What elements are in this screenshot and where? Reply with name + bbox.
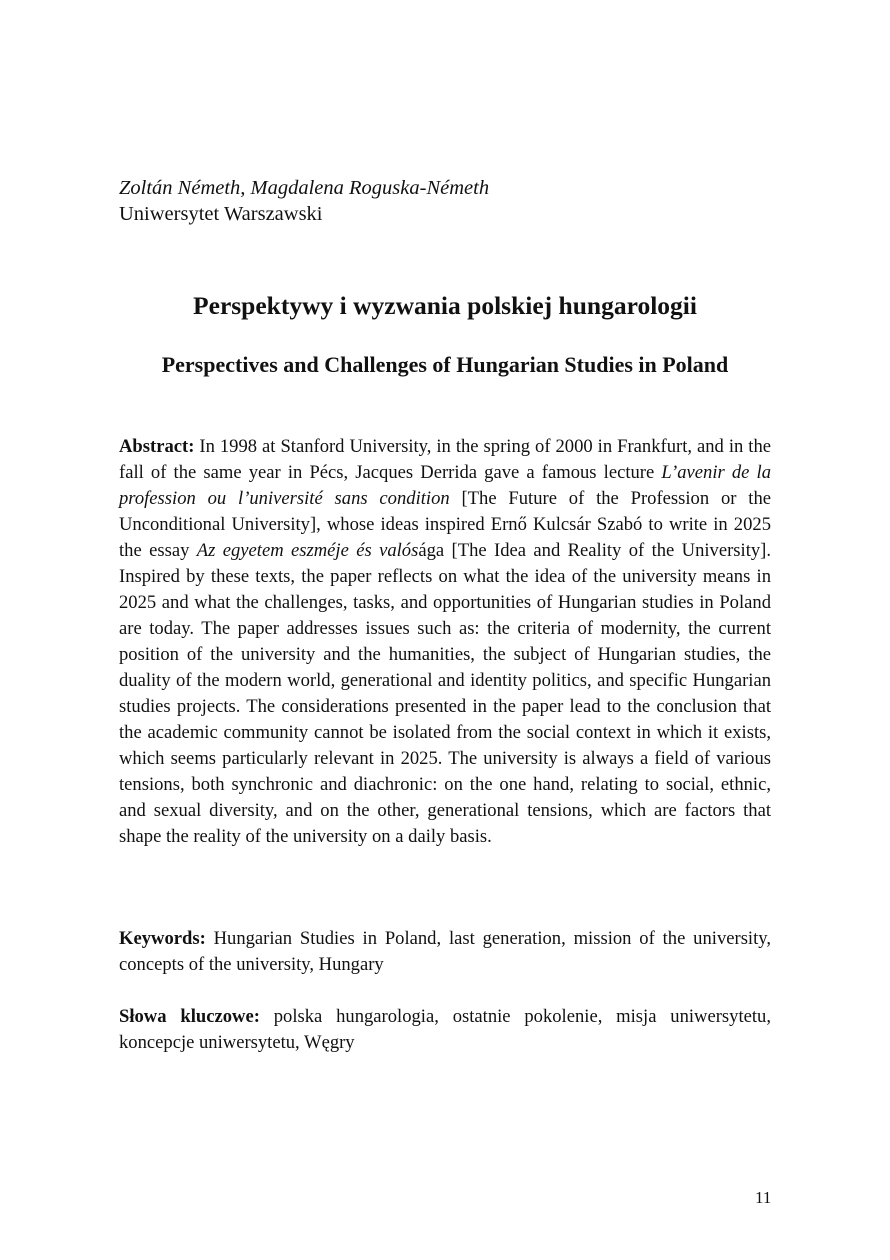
abstract-paragraph xyxy=(119,434,771,850)
title-polish: Perspektywy i wyzwania polskiej hungarologii xyxy=(193,291,697,320)
abstract-text-2: [The Future of the Profession or the Unconditional University], whose ideas inspired Ernő Kulcsár Szabó to write in 2025 the essay xyxy=(119,488,771,561)
title-english: Perspectives and Challenges of Hungarian Studies in Poland xyxy=(161,352,729,377)
slowa-kluczowe-label: Słowa kluczowe: xyxy=(119,1006,260,1027)
abstract-text-1: In 1998 at Stanford University, in the spring of 2000 in Frankfurt, and in the fall of the same year in Pécs, Jacques Derrida gave a famous lecture xyxy=(119,436,771,483)
keywords-text: Hungarian Studies in Poland, last generation, mission of the university, concepts of the university, Hungary xyxy=(119,928,771,975)
abstract-italic-title-2: Az egyetem eszméje és valós xyxy=(196,540,419,561)
keywords-paragraph xyxy=(119,926,771,978)
affiliation: Uniwersytet Warszawski xyxy=(119,203,323,225)
authors: Zoltán Németh, Magdalena Roguska-Németh xyxy=(119,177,490,199)
abstract-text-3: ága [The Idea and Reality of the University]. Inspired by these texts, the paper reflects on what the idea of the university means in 2025 and what the challenges, tasks, and opportunities of Hungarian studies in Poland are today. The paper addresses issues such as: the criteria of modernity, the current position of the university and the humanities, the subject of Hungarian studies, the duality of the modern world, generational and identity politics, and specific Hungarian studies projects. The considerations presented in the paper lead to the conclusion that the academic community cannot be isolated from the social context in which it exists, which seems particularly relevant in 2025. The university is always a field of various tensions, both synchronic and diachronic: on the one hand, relating to social, ethnic, and sexual diversity, and on the other, generational tensions, which are factors that shape the reality of the university on a daily basis. xyxy=(119,540,772,847)
slowa-kluczowe-text: polska hungarologia, ostatnie pokolenie, misja uniwersytetu, koncepcje uniwersytetu, Węgry xyxy=(119,1006,771,1053)
page-number: 11 xyxy=(755,1188,772,1207)
abstract-italic-title-1: L’avenir de la profession ou l’université sans condition xyxy=(119,462,771,509)
keywords-label: Keywords: xyxy=(119,928,206,949)
abstract-label: Abstract: xyxy=(119,436,195,457)
slowa-kluczowe-paragraph xyxy=(119,1004,771,1056)
